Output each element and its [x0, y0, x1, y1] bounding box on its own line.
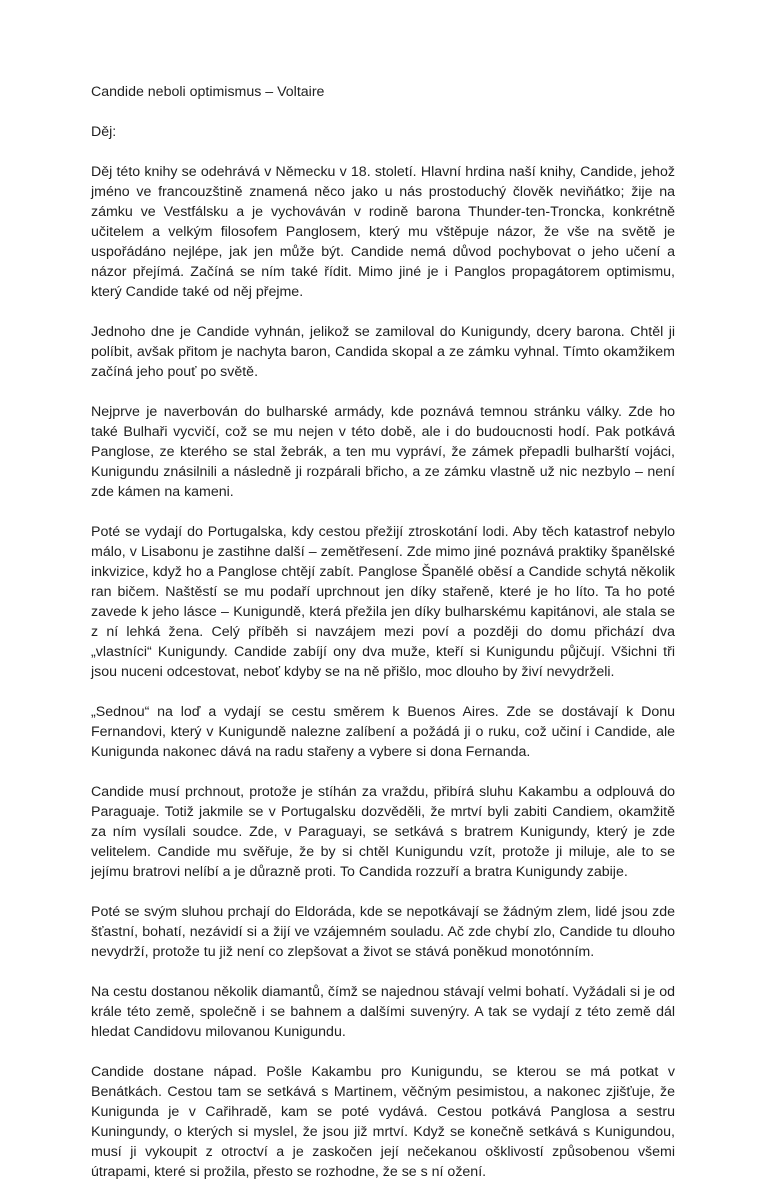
paragraph: Jednoho dne je Candide vyhnán, jelikož se zamiloval do Kunigundy, dcery barona. Chtěl ji políbit, avšak přitom je nachyta baron, Candida skopal a ze zámku vyhnal. Tímto okamžikem začíná jeho pouť po světě. [91, 324, 675, 380]
section-heading: Děj: [91, 124, 117, 140]
document-title: Candide neboli optimismus – Voltaire [91, 84, 325, 100]
paragraph: Poté se vydají do Portugalska, kdy cestou přežijí ztroskotání lodi. Aby těch katastrof nebylo málo, v Lisabonu je zastihne další – zemětřesení. Zde mimo jiné poznává praktiky španělské inkvizice, když ho a Panglose chtějí zabít. Panglose Španělé oběsí a Candide schytá několik ran bičem. Naštěstí se mu podaří uprchnout jen díky stařeně, které je ho líto. Ta ho poté zavede k jeho lásce – Kunigundě, která přežila jen díky bulharskému kapitánovi, ale stala se z ní lehká žena. Celý příběh si navzájem mezi poví a později do domu přichází dva „vlastníci“ Kunigundy. Candide zabíjí ony dva muže, kteří si Kunigundu půjčují. Všichni tři jsou nuceni odcestovat, neboť kdyby se na ně přišlo, moc dlouho by živí nevydrželi. [91, 524, 675, 680]
paragraph: Na cestu dostanou několik diamantů, čímž se najednou stávají velmi bohatí. Vyžádali si je od krále této země, společně i se bahnem a dalšími suvenýry. A tak se vydají z této země dál hledat Candidovu milovanou Kunigundu. [91, 984, 675, 1040]
document-page [91, 82, 675, 1202]
paragraph: Nejprve je naverbován do bulharské armády, kde poznává temnou stránku války. Zde ho také Bulhaři vycvičí, což se mu nejen v této době, ale i do budoucnosti hodí. Pak potkává Panglose, ze kterého se stal žebrák, a ten mu vypráví, že zámek přepadli bulharští vojáci, Kunigundu znásilnili a následně ji rozpárali břicho, a ze zámku vlastně už nic nezbylo – není zde kámen na kameni. [91, 404, 675, 500]
paragraph: Candide dostane nápad. Pošle Kakambu pro Kunigundu, se kterou se má potkat v Benátkách. Cestou tam se setkává s Martinem, věčným pesimistou, a nakonec zjišťuje, že Kunigunda je v Cařihradě, kam se poté vydává. Cestou potkává Panglosa a sestru Kuningundy, o kterých si myslel, že jsou již mrtví. Když se konečně setkává s Kunigundou, musí ji vykoupit z otroctví a je zaskočen její nečekanou ošklivostí způsobenou všemi útrapami, které si prožila, přesto se rozhodne, že se s ní ožení. [91, 1064, 675, 1180]
paragraph: Děj této knihy se odehrává v Německu v 18. století. Hlavní hrdina naší knihy, Candide, jehož jméno ve francouzštině znamená něco jako u nás prostoduchý člověk neviňátko; žije na zámku ve Vestfálsku a je vychováván v rodině barona Thunder-ten-Troncka, konkrétně učitelem a velkým filosofem Panglosem, který mu vštěpuje názor, že vše na světě je uspořádáno nejlépe, jak jen může být. Candide nemá důvod pochybovat o jeho učení a názor přejímá. Začíná se ním také řídit. Mimo jiné je i Panglos propagátorem optimismu, který Candide také od něj přejme. [91, 164, 675, 300]
paragraph: Candide musí prchnout, protože je stíhán za vraždu, přibírá sluhu Kakambu a odplouvá do Paraguaje. Totiž jakmile se v Portugalsku dozvěděli, že mrtví byli zabiti Candiem, okamžitě za ním vysílali soudce. Zde, v Paraguayi, se setkává s bratrem Kunigundy, který je zde velitelem. Candide mu svěřuje, že by si chtěl Kunigundu vzít, protože ji miluje, ale to se jejímu bratrovi nelíbí a je důrazně proti. To Candida rozzuří a bratra Kunigundy zabije. [91, 784, 675, 880]
paragraph: Poté se svým sluhou prchají do Eldoráda, kde se nepotkávají se žádným zlem, lidé jsou zde šťastní, bohatí, nezávidí si a žijí ve vzájemném souladu. Ač zde chybí zlo, Candide tu dlouho nevydrží, protože tu již není co zlepšovat a život se stává poněkud monotónním. [91, 904, 675, 960]
paragraph: „Sednou“ na loď a vydají se cestu směrem k Buenos Aires. Zde se dostávají k Donu Fernandovi, který v Kunigundě nalezne zalíbení a požádá ji o ruku, což učiní i Candide, ale Kunigunda nakonec dává na radu stařeny a vybere si dona Fernanda. [91, 704, 675, 760]
